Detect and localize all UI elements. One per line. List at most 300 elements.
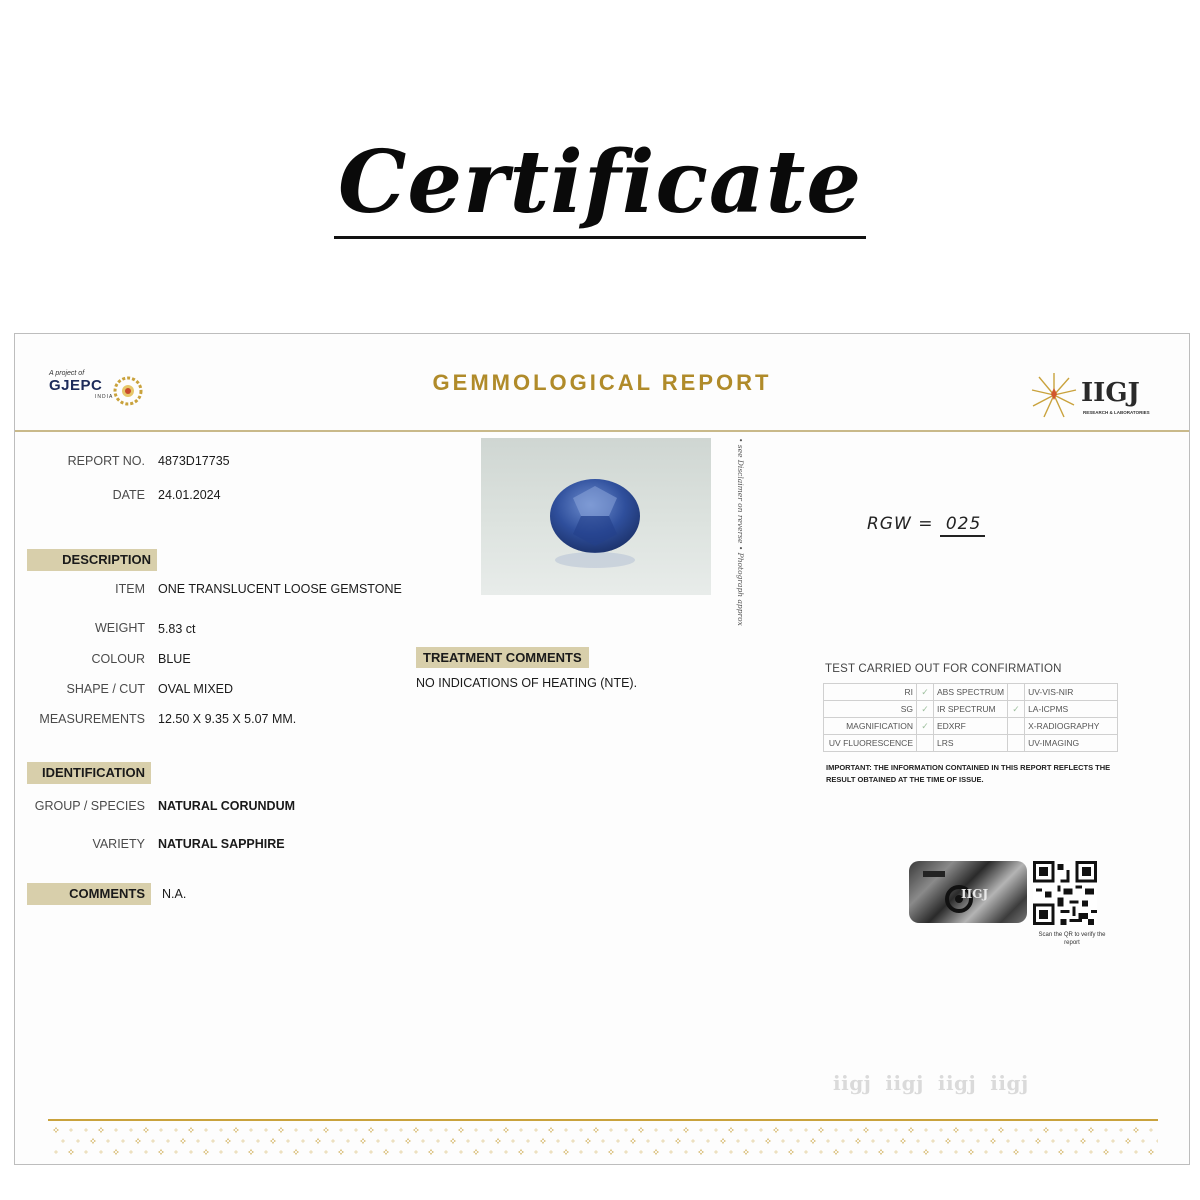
sparkle-icon xyxy=(728,1127,734,1133)
sparkle-icon xyxy=(773,1127,779,1133)
sparkle-icon xyxy=(264,1150,268,1154)
sparkle-icon xyxy=(114,1128,118,1132)
sparkle-icon xyxy=(714,1128,718,1132)
sparkle-icon xyxy=(608,1149,614,1155)
sparkle-icon xyxy=(826,1139,830,1143)
sparkle-icon xyxy=(630,1138,636,1144)
sparkle-icon xyxy=(106,1139,110,1143)
sparkle-icon xyxy=(90,1138,96,1144)
test-check-icon: ✓ xyxy=(917,701,934,718)
sparkle-icon xyxy=(279,1150,283,1154)
sparkle-icon xyxy=(339,1128,343,1132)
watermark-1: iigj xyxy=(833,1071,872,1095)
sparkle-icon xyxy=(219,1128,223,1132)
sparkle-icon xyxy=(293,1149,299,1155)
sparkle-icon xyxy=(990,1138,996,1144)
sparkle-icon xyxy=(331,1139,335,1143)
sparkle-icon xyxy=(744,1128,748,1132)
sparkle-icon xyxy=(961,1139,965,1143)
project-label: A project of xyxy=(49,370,85,377)
identification-heading: IDENTIFICATION xyxy=(27,762,151,784)
sparkle-icon xyxy=(1029,1128,1033,1132)
sparkle-icon xyxy=(804,1150,808,1154)
sparkle-icon xyxy=(444,1128,448,1132)
watermark-4: iigj xyxy=(990,1071,1029,1095)
sparkle-icon xyxy=(369,1150,373,1154)
sparkle-icon xyxy=(939,1128,943,1132)
important-lead: IMPORTANT: xyxy=(826,763,872,772)
iigj-name: IIGJ xyxy=(1081,378,1140,408)
sparkle-icon xyxy=(211,1139,215,1143)
sparkle-icon xyxy=(1119,1150,1123,1154)
sparkle-icon xyxy=(113,1149,119,1155)
sparkle-icon xyxy=(158,1149,164,1155)
sparkle-icon xyxy=(84,1150,88,1154)
sparkle-icon xyxy=(669,1128,673,1132)
sparkle-icon xyxy=(391,1139,395,1143)
sparkle-icon xyxy=(968,1149,974,1155)
tests-row xyxy=(824,684,1118,701)
sparkle-icon xyxy=(294,1128,298,1132)
handwritten-note xyxy=(867,514,985,537)
measurements-label: MEASUREMENTS xyxy=(39,712,145,726)
sparkle-icon xyxy=(504,1150,508,1154)
sparkle-icon xyxy=(1066,1139,1070,1143)
sparkle-icon xyxy=(736,1139,740,1143)
sparkle-icon xyxy=(1043,1127,1049,1133)
sparkle-icon xyxy=(436,1139,440,1143)
sparkle-icon xyxy=(849,1128,853,1132)
shape-value: OVAL MIXED xyxy=(158,682,234,696)
colour-value: BLUE xyxy=(158,652,191,666)
sparkle-icon xyxy=(1103,1149,1109,1155)
test-check-icon: ✓ xyxy=(917,718,934,735)
test-name: IR SPECTRUM xyxy=(934,701,1008,718)
sparkle-icon xyxy=(909,1150,913,1154)
sparkle-icon xyxy=(323,1127,329,1133)
comments-value: N.A. xyxy=(162,887,187,901)
sparkle-icon xyxy=(751,1139,755,1143)
sparkle-icon xyxy=(998,1127,1004,1133)
sparkle-icon xyxy=(939,1150,943,1154)
sparkle-icon xyxy=(346,1139,350,1143)
test-check-icon xyxy=(1008,684,1025,701)
sparkle-icon xyxy=(1119,1128,1123,1132)
gemstone-photo xyxy=(481,438,711,595)
sparkle-icon xyxy=(879,1128,883,1132)
sparkle-icon xyxy=(399,1128,403,1132)
sparkle-icon xyxy=(624,1128,628,1132)
test-check-icon xyxy=(1008,735,1025,752)
sparkle-icon xyxy=(923,1149,929,1155)
hologram-sticker xyxy=(909,861,1027,923)
sparkle-icon xyxy=(609,1128,613,1132)
sparkle-icon xyxy=(270,1138,276,1144)
sparkle-icon xyxy=(129,1128,133,1132)
sparkle-icon xyxy=(315,1138,321,1144)
sparkle-icon xyxy=(135,1138,141,1144)
sparkle-icon xyxy=(563,1149,569,1155)
sparkle-icon xyxy=(759,1128,763,1132)
sparkle-icon xyxy=(180,1138,186,1144)
sparkle-icon xyxy=(976,1139,980,1143)
colour-label: COLOUR xyxy=(91,652,145,666)
sparkle-icon xyxy=(68,1149,74,1155)
tests-heading: TEST CARRIED OUT FOR CONFIRMATION xyxy=(825,663,1062,675)
sparkle-icon xyxy=(53,1127,59,1133)
date-value: 24.01.2024 xyxy=(158,488,221,502)
sparkle-icon xyxy=(579,1128,583,1132)
sparkle-icon xyxy=(548,1127,554,1133)
sparkle-icon xyxy=(585,1138,591,1144)
report-title: GEMMOLOGICAL REPORT xyxy=(432,370,772,395)
sparkle-icon xyxy=(699,1128,703,1132)
sparkle-icon xyxy=(571,1139,575,1143)
sparkle-icon xyxy=(1148,1149,1154,1155)
sparkle-icon xyxy=(519,1128,523,1132)
sparkle-icon xyxy=(76,1139,80,1143)
sparkle-icon xyxy=(234,1150,238,1154)
sparkle-icon xyxy=(1044,1150,1048,1154)
sparkle-icon xyxy=(301,1139,305,1143)
sparkle-icon xyxy=(473,1149,479,1155)
sparkle-icon xyxy=(233,1127,239,1133)
sparkle-icon xyxy=(984,1128,988,1132)
sparkle-icon xyxy=(264,1128,268,1132)
sparkle-icon xyxy=(144,1150,148,1154)
test-name: X-RADIOGRAPHY xyxy=(1025,718,1118,735)
sparkle-icon xyxy=(1096,1139,1100,1143)
tests-row xyxy=(824,701,1118,718)
handwritten-value: 025 xyxy=(940,514,985,537)
sparkle-icon xyxy=(1021,1139,1025,1143)
sparkle-icon xyxy=(278,1127,284,1133)
qr-caption: Scan the QR to verify the report xyxy=(1038,932,1106,946)
sparkle-icon xyxy=(593,1127,599,1133)
sparkle-icon xyxy=(360,1138,366,1144)
page-title xyxy=(0,132,1200,239)
sparkle-icon xyxy=(886,1139,890,1143)
sparkle-icon xyxy=(384,1128,388,1132)
sparkle-icon xyxy=(338,1149,344,1155)
sparkle-icon xyxy=(428,1149,434,1155)
sparkle-icon xyxy=(309,1128,313,1132)
sparkle-icon xyxy=(1035,1138,1041,1144)
sparkle-icon xyxy=(849,1150,853,1154)
sparkle-icon xyxy=(69,1128,73,1132)
sparkle-icon xyxy=(774,1150,778,1154)
test-name: UV FLUORESCENCE xyxy=(824,735,917,752)
sparkle-icon xyxy=(743,1149,749,1155)
sparkle-icon xyxy=(1089,1150,1093,1154)
sparkle-icon xyxy=(1029,1150,1033,1154)
test-check-icon: ✓ xyxy=(1008,701,1025,718)
photo-side-note: • see Disclaimer on reverse • Photograph approx xyxy=(736,438,745,626)
sparkle-icon xyxy=(159,1128,163,1132)
sparkle-icon xyxy=(98,1127,104,1133)
header-divider xyxy=(15,430,1189,432)
sparkle-icon xyxy=(653,1149,659,1155)
sparkle-icon xyxy=(421,1139,425,1143)
sparkle-icon xyxy=(720,1138,726,1144)
sparkle-icon xyxy=(99,1150,103,1154)
sparkle-icon xyxy=(189,1150,193,1154)
hologram-label: IIGJ xyxy=(961,887,989,901)
test-name: ABS SPECTRUM xyxy=(934,684,1008,701)
measurements-value: 12.50 X 9.35 X 5.07 MM. xyxy=(158,712,297,726)
sparkle-icon xyxy=(765,1138,771,1144)
sparkle-icon xyxy=(481,1139,485,1143)
sparkle-icon xyxy=(203,1149,209,1155)
sparkle-icon xyxy=(796,1139,800,1143)
date-label: DATE xyxy=(112,488,145,502)
sparkle-icon xyxy=(706,1139,710,1143)
sparkle-icon xyxy=(204,1128,208,1132)
sparkle-icon xyxy=(855,1138,861,1144)
tests-row xyxy=(824,735,1118,752)
sparkle-icon xyxy=(819,1150,823,1154)
sparkle-icon xyxy=(511,1139,515,1143)
sparkle-icon xyxy=(429,1128,433,1132)
handwritten-label: RGW = xyxy=(867,514,934,534)
sparkle-icon xyxy=(309,1150,313,1154)
iigj-sub: RESEARCH & LABORATORIES xyxy=(1083,410,1150,415)
sparkle-icon xyxy=(900,1138,906,1144)
page-title-text: Certificate xyxy=(334,140,866,239)
sparkle-icon xyxy=(1051,1139,1055,1143)
sparkle-icon xyxy=(414,1150,418,1154)
sparkle-icon xyxy=(489,1150,493,1154)
test-name: UV-VIS-NIR xyxy=(1025,684,1118,701)
sparkle-icon xyxy=(1013,1149,1019,1155)
tests-row xyxy=(824,718,1118,735)
sparkle-icon xyxy=(241,1139,245,1143)
sparkle-icon xyxy=(833,1149,839,1155)
iigj-logo xyxy=(1029,370,1159,430)
test-name: EDXRF xyxy=(934,718,1008,735)
decorative-border xyxy=(48,1118,1158,1156)
variety-label: VARIETY xyxy=(92,837,145,851)
sparkle-icon xyxy=(458,1127,464,1133)
sparkle-icon xyxy=(945,1138,951,1144)
sparkle-icon xyxy=(908,1127,914,1133)
sparkle-icon xyxy=(638,1127,644,1133)
sparkle-icon xyxy=(871,1139,875,1143)
sparkle-icon xyxy=(810,1138,816,1144)
weight-label: WEIGHT xyxy=(95,621,145,635)
sparkle-icon xyxy=(684,1150,688,1154)
sparkle-icon xyxy=(931,1139,935,1143)
sparkle-icon xyxy=(174,1128,178,1132)
sparkle-icon xyxy=(759,1150,763,1154)
sparkle-icon xyxy=(788,1149,794,1155)
sparkle-icon xyxy=(368,1127,374,1133)
sparkle-icon xyxy=(669,1150,673,1154)
important-note xyxy=(826,762,1116,786)
sparkle-icon xyxy=(1133,1127,1139,1133)
sparkle-icon xyxy=(489,1128,493,1132)
gemmological-report xyxy=(14,333,1190,1165)
gjepc-name: GJEPC xyxy=(49,377,103,394)
sparkle-icon xyxy=(129,1150,133,1154)
sparkle-icon xyxy=(1074,1150,1078,1154)
sparkle-icon xyxy=(526,1139,530,1143)
sparkle-icon xyxy=(495,1138,501,1144)
sparkle-icon xyxy=(864,1150,868,1154)
description-heading: DESCRIPTION xyxy=(27,549,157,571)
sparkle-icon xyxy=(675,1138,681,1144)
sparkle-icon xyxy=(166,1139,170,1143)
sparkle-icon xyxy=(646,1139,650,1143)
sparkle-icon xyxy=(698,1149,704,1155)
sparkle-icon xyxy=(1156,1139,1158,1143)
sparkle-icon xyxy=(841,1139,845,1143)
sparkle-icon xyxy=(1014,1128,1018,1132)
sparkle-icon xyxy=(1059,1128,1063,1132)
sparkle-icon xyxy=(248,1149,254,1155)
sparkle-icon xyxy=(534,1150,538,1154)
sparkle-icon xyxy=(1058,1149,1064,1155)
sparkle-icon xyxy=(405,1138,411,1144)
sparkle-icon xyxy=(564,1128,568,1132)
sparkle-icon xyxy=(1088,1127,1094,1133)
comments-heading: COMMENTS xyxy=(27,883,151,905)
sparkle-icon xyxy=(878,1149,884,1155)
sparkle-icon xyxy=(143,1127,149,1133)
sparkle-icon xyxy=(1134,1150,1138,1154)
watermark-3: iigj xyxy=(937,1071,977,1095)
sparkle-icon xyxy=(1141,1139,1145,1143)
iigj-watermarks xyxy=(833,1071,1163,1105)
sparkle-icon xyxy=(579,1150,583,1154)
qr-code-icon[interactable] xyxy=(1033,861,1097,925)
sparkle-icon xyxy=(249,1128,253,1132)
sparkle-icon xyxy=(894,1150,898,1154)
sparkle-icon xyxy=(1006,1139,1010,1143)
variety-value: NATURAL SAPPHIRE xyxy=(158,837,285,851)
sparkle-icon xyxy=(999,1150,1003,1154)
sparkle-icon xyxy=(683,1127,689,1133)
sparkle-icon xyxy=(219,1150,223,1154)
gjepc-sub: INDIA xyxy=(95,394,114,400)
group-species-value: NATURAL CORUNDUM xyxy=(158,799,296,813)
sparkle-icon xyxy=(549,1150,553,1154)
sparkle-icon xyxy=(286,1139,290,1143)
sparkle-icon xyxy=(540,1138,546,1144)
sparkle-icon xyxy=(661,1139,665,1143)
treatment-value: NO INDICATIONS OF HEATING (NTE). xyxy=(416,676,638,690)
sparkle-icon xyxy=(61,1139,65,1143)
report-no-value: 4873D17735 xyxy=(158,454,230,468)
test-name: LA-ICPMS xyxy=(1025,701,1118,718)
sparkle-icon xyxy=(954,1150,958,1154)
sparkle-icon xyxy=(556,1139,560,1143)
item-value: ONE TRANSLUCENT LOOSE GEMSTONE xyxy=(158,582,402,596)
report-no-label: REPORT NO. xyxy=(67,454,145,468)
group-species-label: GROUP / SPECIES xyxy=(34,799,145,813)
sparkle-icon xyxy=(503,1127,509,1133)
sparkle-icon xyxy=(691,1139,695,1143)
test-name: LRS xyxy=(934,735,1008,752)
sparkle-icon xyxy=(781,1139,785,1143)
test-name: RI xyxy=(824,684,917,701)
sparkle-icon xyxy=(594,1150,598,1154)
sparkle-icon xyxy=(399,1150,403,1154)
sparkle-icon xyxy=(121,1139,125,1143)
sparkle-icon xyxy=(474,1128,478,1132)
test-check-icon xyxy=(917,735,934,752)
sparkle-icon xyxy=(466,1139,470,1143)
sparkle-icon xyxy=(450,1138,456,1144)
sparkle-icon xyxy=(894,1128,898,1132)
iigj-burst-icon xyxy=(1029,370,1079,420)
sparkle-icon xyxy=(714,1150,718,1154)
weight-value: 5.83 ct xyxy=(158,622,196,636)
sparkle-icon xyxy=(518,1149,524,1155)
test-check-icon xyxy=(1008,718,1025,735)
sparkle-icon xyxy=(616,1139,620,1143)
sparkle-icon xyxy=(1074,1128,1078,1132)
sparkle-icon xyxy=(729,1150,733,1154)
sparkle-icon xyxy=(834,1128,838,1132)
test-name: SG xyxy=(824,701,917,718)
sparkle-icon xyxy=(196,1139,200,1143)
item-label: ITEM xyxy=(115,582,145,596)
test-name: UV-IMAGING xyxy=(1025,735,1118,752)
sparkle-icon xyxy=(624,1150,628,1154)
tests-table xyxy=(823,683,1118,752)
sparkle-icon xyxy=(188,1127,194,1133)
sparkle-icon xyxy=(924,1128,928,1132)
sparkle-icon xyxy=(639,1150,643,1154)
sparkle-icon xyxy=(54,1150,58,1154)
sparkle-icon xyxy=(789,1128,793,1132)
sparkle-icon xyxy=(225,1138,231,1144)
treatment-heading: TREATMENT COMMENTS xyxy=(416,647,589,668)
sparkle-icon xyxy=(84,1128,88,1132)
sparkle-icon xyxy=(1125,1138,1131,1144)
sparkle-icon xyxy=(444,1150,448,1154)
sparkle-icon xyxy=(534,1128,538,1132)
sparkle-icon xyxy=(1104,1128,1108,1132)
sparkle-icon xyxy=(324,1150,328,1154)
sparkle-icon xyxy=(459,1150,463,1154)
sparkle-icon xyxy=(1149,1128,1153,1132)
sparkle-icon xyxy=(413,1127,419,1133)
sparkle-icon xyxy=(654,1128,658,1132)
test-name: MAGNIFICATION xyxy=(824,718,917,735)
shape-label: SHAPE / CUT xyxy=(66,682,145,696)
sparkle-icon xyxy=(969,1128,973,1132)
sparkle-icon xyxy=(354,1128,358,1132)
sparkle-icon xyxy=(383,1149,389,1155)
sparkle-icon xyxy=(174,1150,178,1154)
sparkle-icon xyxy=(916,1139,920,1143)
sparkle-icon xyxy=(1111,1139,1115,1143)
sparkle-icon xyxy=(953,1127,959,1133)
important-text: THE INFORMATION CONTAINED IN THIS REPORT REFLECTS THE RESULT OBTAINED AT THE TIME OF ISSUE. xyxy=(826,763,1111,784)
sparkle-icon xyxy=(256,1139,260,1143)
watermark-2: iigj xyxy=(885,1071,924,1095)
sparkle-icon xyxy=(1080,1138,1086,1144)
sparkle-icon xyxy=(863,1127,869,1133)
sparkle-icon xyxy=(376,1139,380,1143)
sapphire-gem-icon xyxy=(481,438,711,595)
sparkle-icon xyxy=(354,1150,358,1154)
test-check-icon: ✓ xyxy=(917,684,934,701)
sparkle-icon xyxy=(601,1139,605,1143)
sparkle-icon xyxy=(984,1150,988,1154)
